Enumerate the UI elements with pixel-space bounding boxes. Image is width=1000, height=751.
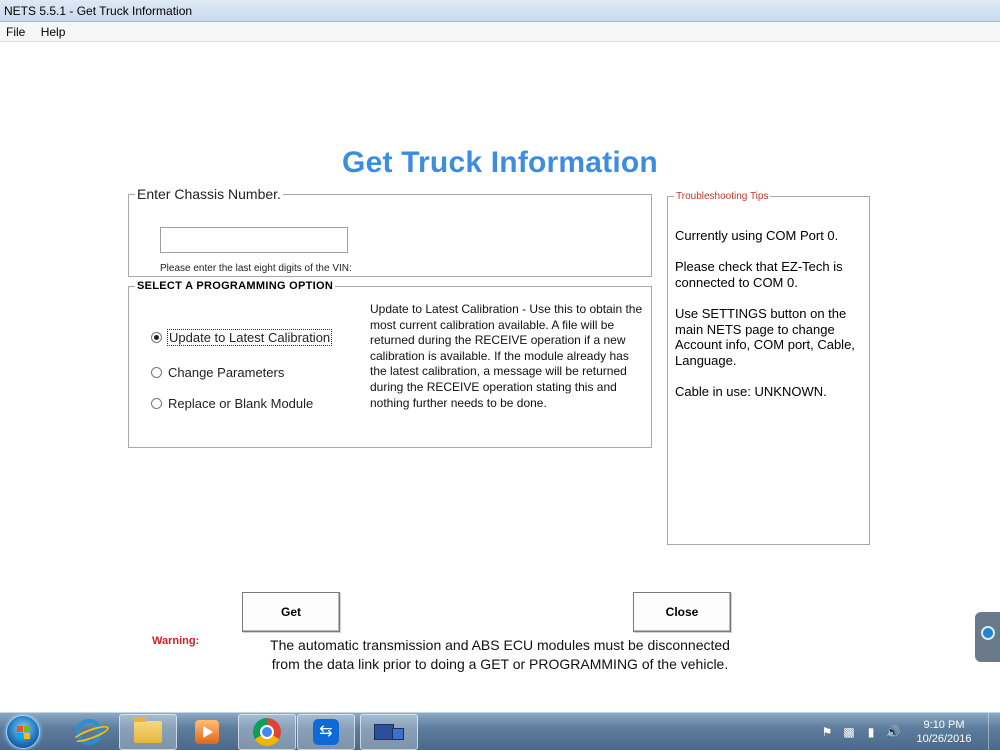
- option-change-parameters[interactable]: [151, 363, 284, 381]
- warning-label: Warning:: [152, 635, 200, 647]
- option-change-parameters-label: Change Parameters: [168, 364, 285, 380]
- warning-line-2: from the data link prior to doing a GET or PROGRAMMING of the vehicle.: [271, 656, 729, 672]
- get-button[interactable]: Get: [242, 592, 340, 632]
- warning-line-1: The automatic transmission and ABS ECU modules must be disconnected: [270, 637, 730, 653]
- taskbar: [0, 712, 1000, 750]
- close-button[interactable]: Close: [633, 592, 731, 632]
- option-replace-module[interactable]: [151, 394, 313, 412]
- nets-truck-icon: [374, 720, 404, 744]
- radio-replace-module[interactable]: [151, 398, 162, 409]
- troubleshooting-tips-panel: [667, 191, 870, 545]
- taskbar-explorer[interactable]: [119, 714, 177, 750]
- show-desktop-button[interactable]: [988, 713, 1000, 751]
- tip-cable: Cable in use: UNKNOWN.: [675, 383, 827, 399]
- taskbar-internet-explorer[interactable]: [60, 714, 118, 750]
- radio-update-calibration[interactable]: [151, 332, 162, 343]
- chassis-hint: Please enter the last eight digits of the VIN:: [160, 263, 352, 274]
- option-replace-module-label: Replace or Blank Module: [168, 395, 314, 411]
- tips-legend: Troubleshooting Tips: [676, 191, 769, 202]
- option-update-calibration-label: Update to Latest Calibration: [169, 329, 331, 345]
- option-description: Update to Latest Calibration - Use this to obtain the most current calibration available. A file will be returned during the RECEIVE operation if a new calibration is available. If the module already has the latest calibration, a message will be returned during the RECEIVE operation stating this and nothing further needs to be done.: [370, 302, 643, 410]
- clock[interactable]: [912, 718, 976, 746]
- start-button[interactable]: [6, 715, 40, 749]
- programming-legend: SELECT A PROGRAMMING OPTION: [137, 280, 334, 292]
- radio-change-parameters[interactable]: [151, 367, 162, 378]
- teamviewer-small-icon: [981, 626, 995, 640]
- taskbar-chrome[interactable]: [238, 714, 296, 750]
- menu-help[interactable]: Help: [40, 25, 66, 39]
- window-titlebar: [0, 0, 1000, 22]
- media-player-icon: [195, 720, 219, 744]
- teamviewer-icon: [313, 719, 339, 745]
- volume-icon[interactable]: 🔊: [885, 725, 901, 739]
- tip-check-connection: Please check that EZ-Tech is connected to COM 0.: [675, 259, 843, 290]
- folder-icon: [134, 721, 162, 743]
- window-title: NETS 5.5.1 - Get Truck Information: [4, 4, 193, 18]
- tips-body: [675, 228, 867, 415]
- tip-settings: Use SETTINGS button on the main NETS page to change Account info, COM port, Cable, Language.: [675, 305, 855, 368]
- programming-option-group: [128, 280, 652, 448]
- tip-com-port: Currently using COM Port 0.: [675, 228, 839, 243]
- flag-icon[interactable]: ⚑: [821, 725, 833, 739]
- menu-file[interactable]: File: [6, 25, 26, 39]
- clock-date: 10/26/2016: [916, 733, 972, 745]
- taskbar-teamviewer[interactable]: [297, 714, 355, 750]
- option-update-calibration[interactable]: [151, 328, 331, 346]
- system-tray: [816, 713, 1000, 751]
- chassis-legend: Enter Chassis Number.: [137, 186, 281, 202]
- chassis-group: [128, 186, 652, 277]
- chassis-number-input[interactable]: [160, 227, 348, 253]
- taskbar-media-player[interactable]: [178, 714, 236, 750]
- chrome-icon: [253, 718, 281, 746]
- device-icon[interactable]: ▩: [843, 725, 855, 739]
- page-title: Get Truck Information: [342, 146, 658, 179]
- network-icon[interactable]: ▮: [867, 725, 875, 739]
- menu-bar: [0, 22, 1000, 42]
- teamviewer-side-tab[interactable]: [975, 612, 1000, 662]
- warning-text: [230, 636, 770, 674]
- internet-explorer-icon: [76, 719, 102, 745]
- taskbar-nets[interactable]: [360, 714, 418, 750]
- clock-time: 9:10 PM: [923, 719, 965, 731]
